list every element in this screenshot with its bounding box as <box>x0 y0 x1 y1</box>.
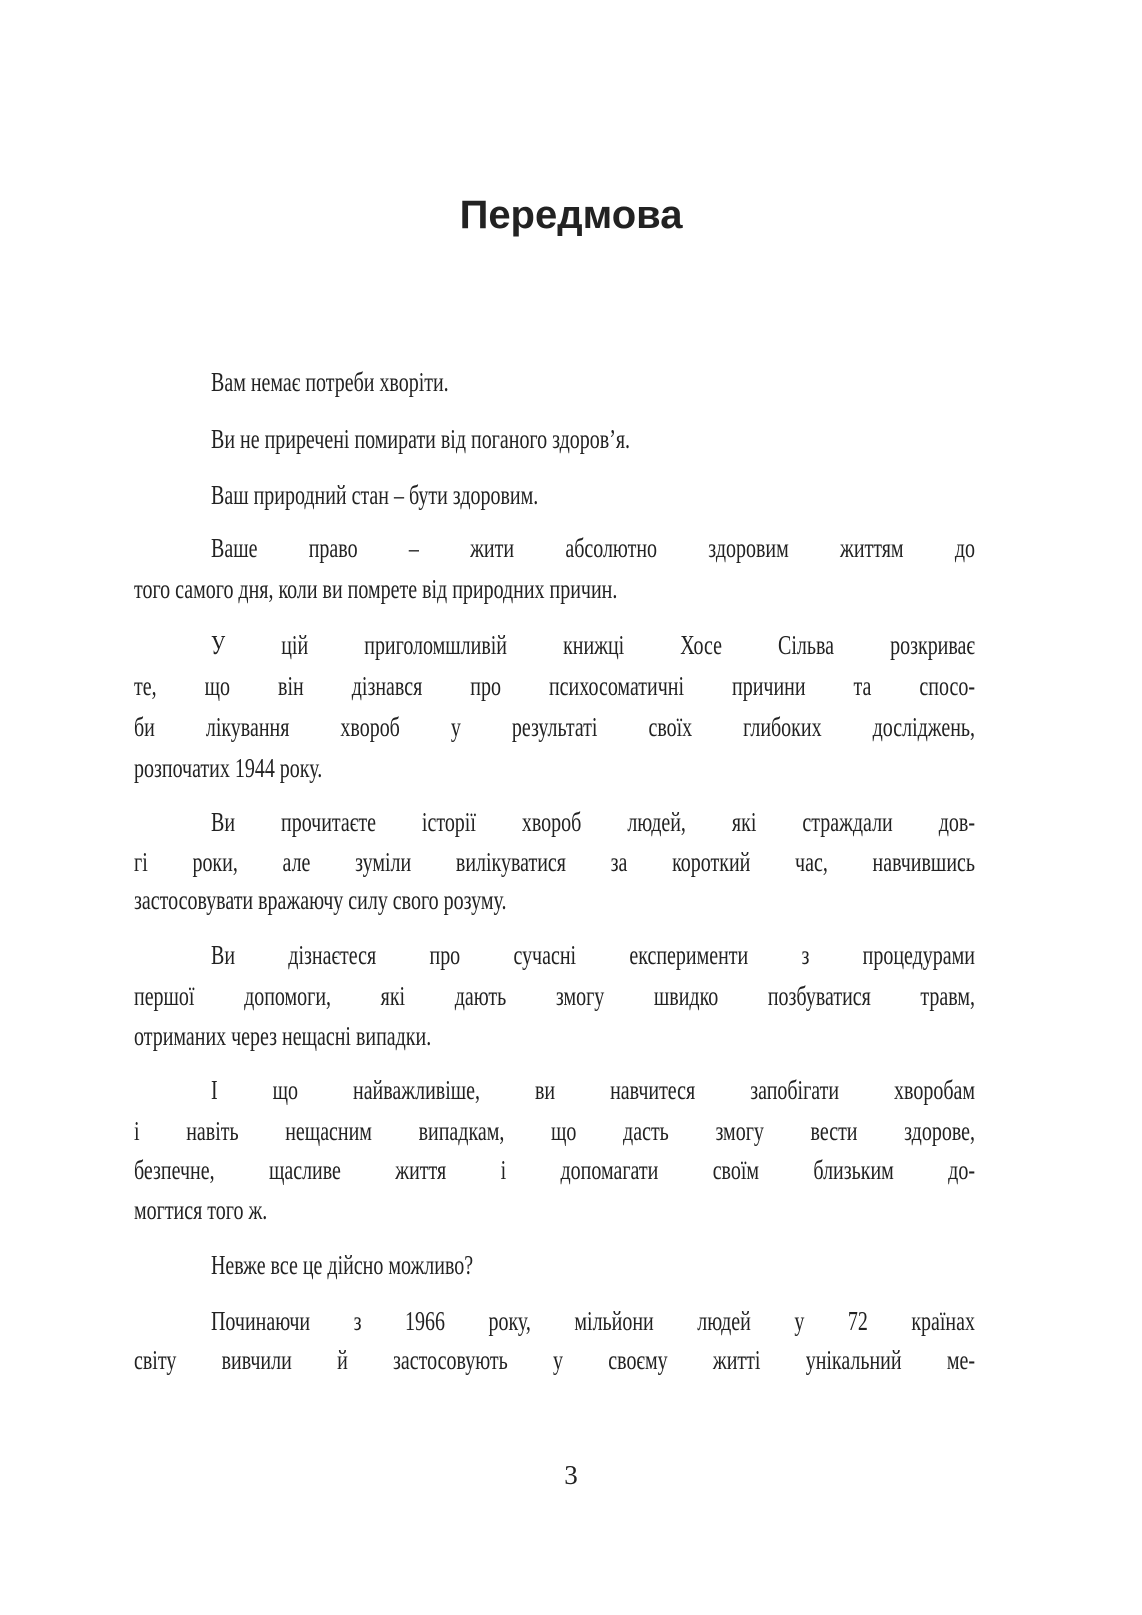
paragraph-line: отриманих через нещасні випадки. <box>134 1021 432 1051</box>
paragraph-line: І що найважливіше, ви навчитеся запобігати хворобам <box>211 1075 975 1105</box>
paragraph-line: Ви прочитаєте історії хвороб людей, які страждали дов- <box>211 807 975 837</box>
paragraph-line: Починаючи з 1966 року, мільйони людей у 72 країнах <box>211 1306 975 1336</box>
paragraph-line: того самого дня, коли ви помрете від природних причин. <box>134 574 618 604</box>
paragraph-line: У цій приголомшливій книжці Хосе Сільва розкриває <box>211 630 975 660</box>
page-title: Передмова <box>459 193 683 237</box>
page-number: 3 <box>564 1460 578 1490</box>
paragraph-line: Ваш природний стан – бути здоровим. <box>211 480 539 510</box>
paragraph-line: першої допомоги, які дають змогу швидко позбуватися травм, <box>134 981 975 1011</box>
paragraph-line: гі роки, але зуміли вилікуватися за короткий час, навчившись <box>134 847 975 877</box>
paragraph-line: те, що він дізнався про психосоматичні причини та спосо- <box>134 671 975 701</box>
paragraph-line: могтися того ж. <box>134 1195 268 1225</box>
paragraph-line: Ви дізнаєтеся про сучасні експерименти з процедурами <box>211 940 975 970</box>
paragraph-line: Вам немає потреби хворіти. <box>211 367 449 397</box>
paragraph-line: безпечне, щасливе життя і допомагати своїм близьким до- <box>134 1155 975 1185</box>
paragraph-line: Невже все це дійсно можливо? <box>211 1250 474 1280</box>
paragraph-line: застосовувати вражаючу силу свого розуму. <box>134 885 507 915</box>
paragraph-line: Ви не приречені помирати від поганого здоров’я. <box>211 424 631 454</box>
paragraph-line: би лікування хвороб у результаті своїх глибоких досліджень, <box>134 712 975 742</box>
paragraph-line: розпочатих 1944 року. <box>134 753 323 783</box>
paragraph-line: і навіть нещасним випадкам, що дасть змогу вести здорове, <box>134 1116 975 1146</box>
paragraph-line: світу вивчили й застосовують у своєму житті унікальний ме- <box>134 1345 975 1375</box>
paragraph-line: Ваше право – жити абсолютно здоровим життям до <box>211 533 975 563</box>
